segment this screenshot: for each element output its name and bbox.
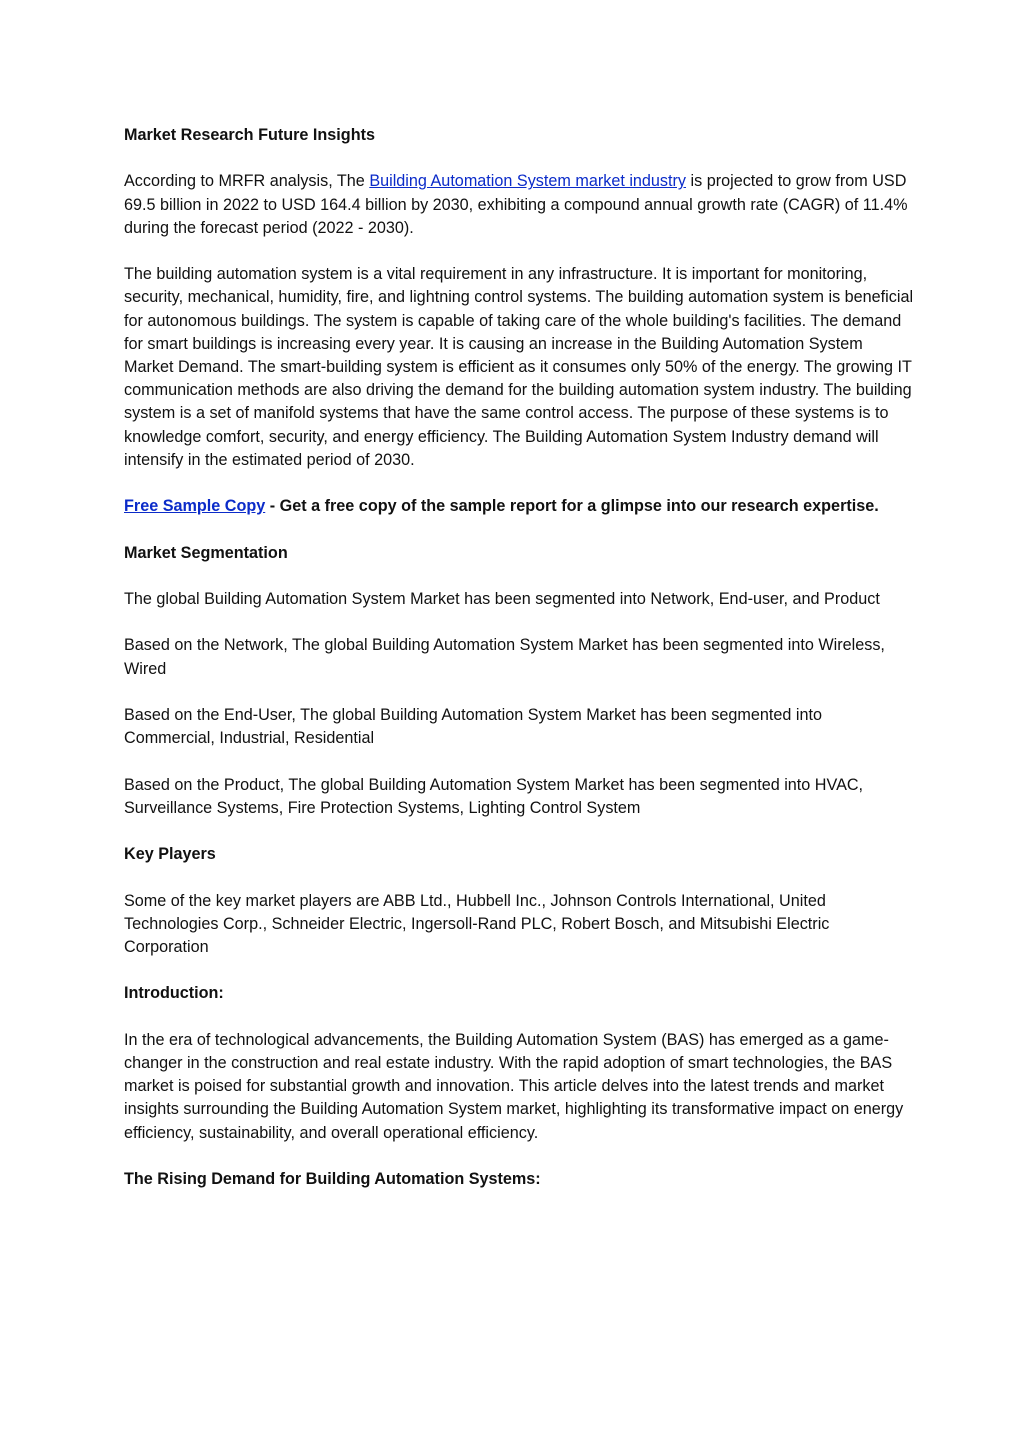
building-automation-market-link[interactable]: Building Automation System market industry [369,172,687,191]
segmentation-enduser-paragraph: Based on the End-User, The global Building Automation System Market has been segmented into Commercial, Industrial, Residential [124,705,822,748]
heading-rising-demand: The Rising Demand for Building Automation Systems: [124,1169,541,1188]
sample-text-after-link: - Get a free copy of the sample report for a glimpse into our research expertise. [265,497,879,516]
key-players-paragraph: Some of the key market players are ABB Ltd., Hubbell Inc., Johnson Controls International, United Technologies Corp., Schneider Electric, Ingersoll-Rand PLC, Robert Bosch, and Mitsubishi Electric Corporation [124,891,830,956]
overview-paragraph: The building automation system is a vital requirement in any infrastructure. It is important for monitoring, security, mechanical, humidity, fire, and lightning control systems. The building automation system is beneficial for autonomous buildings. The system is capable of taking care of the whole building's facilities. The demand for smart buildings is increasing every year. It is causing an increase in the Building Automation System Market Demand. The smart-building system is efficient as it consumes only 50% of the energy. The growing IT communication methods are also driving the demand for the building automation system industry. The building system is a set of manifold systems that have the same control access. The purpose of these systems is to knowledge comfort, security, and energy efficiency. The Building Automation System Industry demand will intensify in the estimated period of 2030. [124,265,914,469]
intro-paragraph [124,170,914,240]
heading-market-segmentation: Market Segmentation [124,543,288,562]
heading-introduction: Introduction: [124,984,224,1003]
introduction-paragraph: In the era of technological advancements, the Building Automation System (BAS) has emerged as a game-changer in the construction and real estate industry. With the rapid adoption of smart technologies, the BAS market is poised for substantial growth and innovation. This article delves into the latest trends and market insights surrounding the Building Automation System market, highlighting its transformative impact on energy efficiency, sustainability, and overall operational efficiency. [124,1030,904,1142]
segmentation-product-paragraph: Based on the Product, The global Building Automation System Market has been segmented into HVAC, Surveillance Systems, Fire Protection Systems, Lighting Control System [124,775,864,817]
free-sample-copy-link[interactable]: Free Sample Copy [124,497,266,516]
heading-market-research-future-insights: Market Research Future Insights [124,126,375,144]
heading-key-players: Key Players [124,845,216,864]
intro-text-before-link: According to MRFR analysis, The [124,172,370,191]
segmentation-network-paragraph: Based on the Network, The global Building Automation System Market has been segmented into Wireless, Wired [124,636,885,678]
segmentation-global-paragraph: The global Building Automation System Market has been segmented into Network, End-user, and Product [124,589,880,608]
document-page [124,124,914,1214]
intro-text-after-link: is projected to grow from USD 69.5 billion in 2022 to USD 164.4 billion by 2030, exhibiting a compound annual growth rate (CAGR) of 11.4% during the forecast period (2022 - 2030). [124,172,908,237]
sample-paragraph [124,495,914,518]
